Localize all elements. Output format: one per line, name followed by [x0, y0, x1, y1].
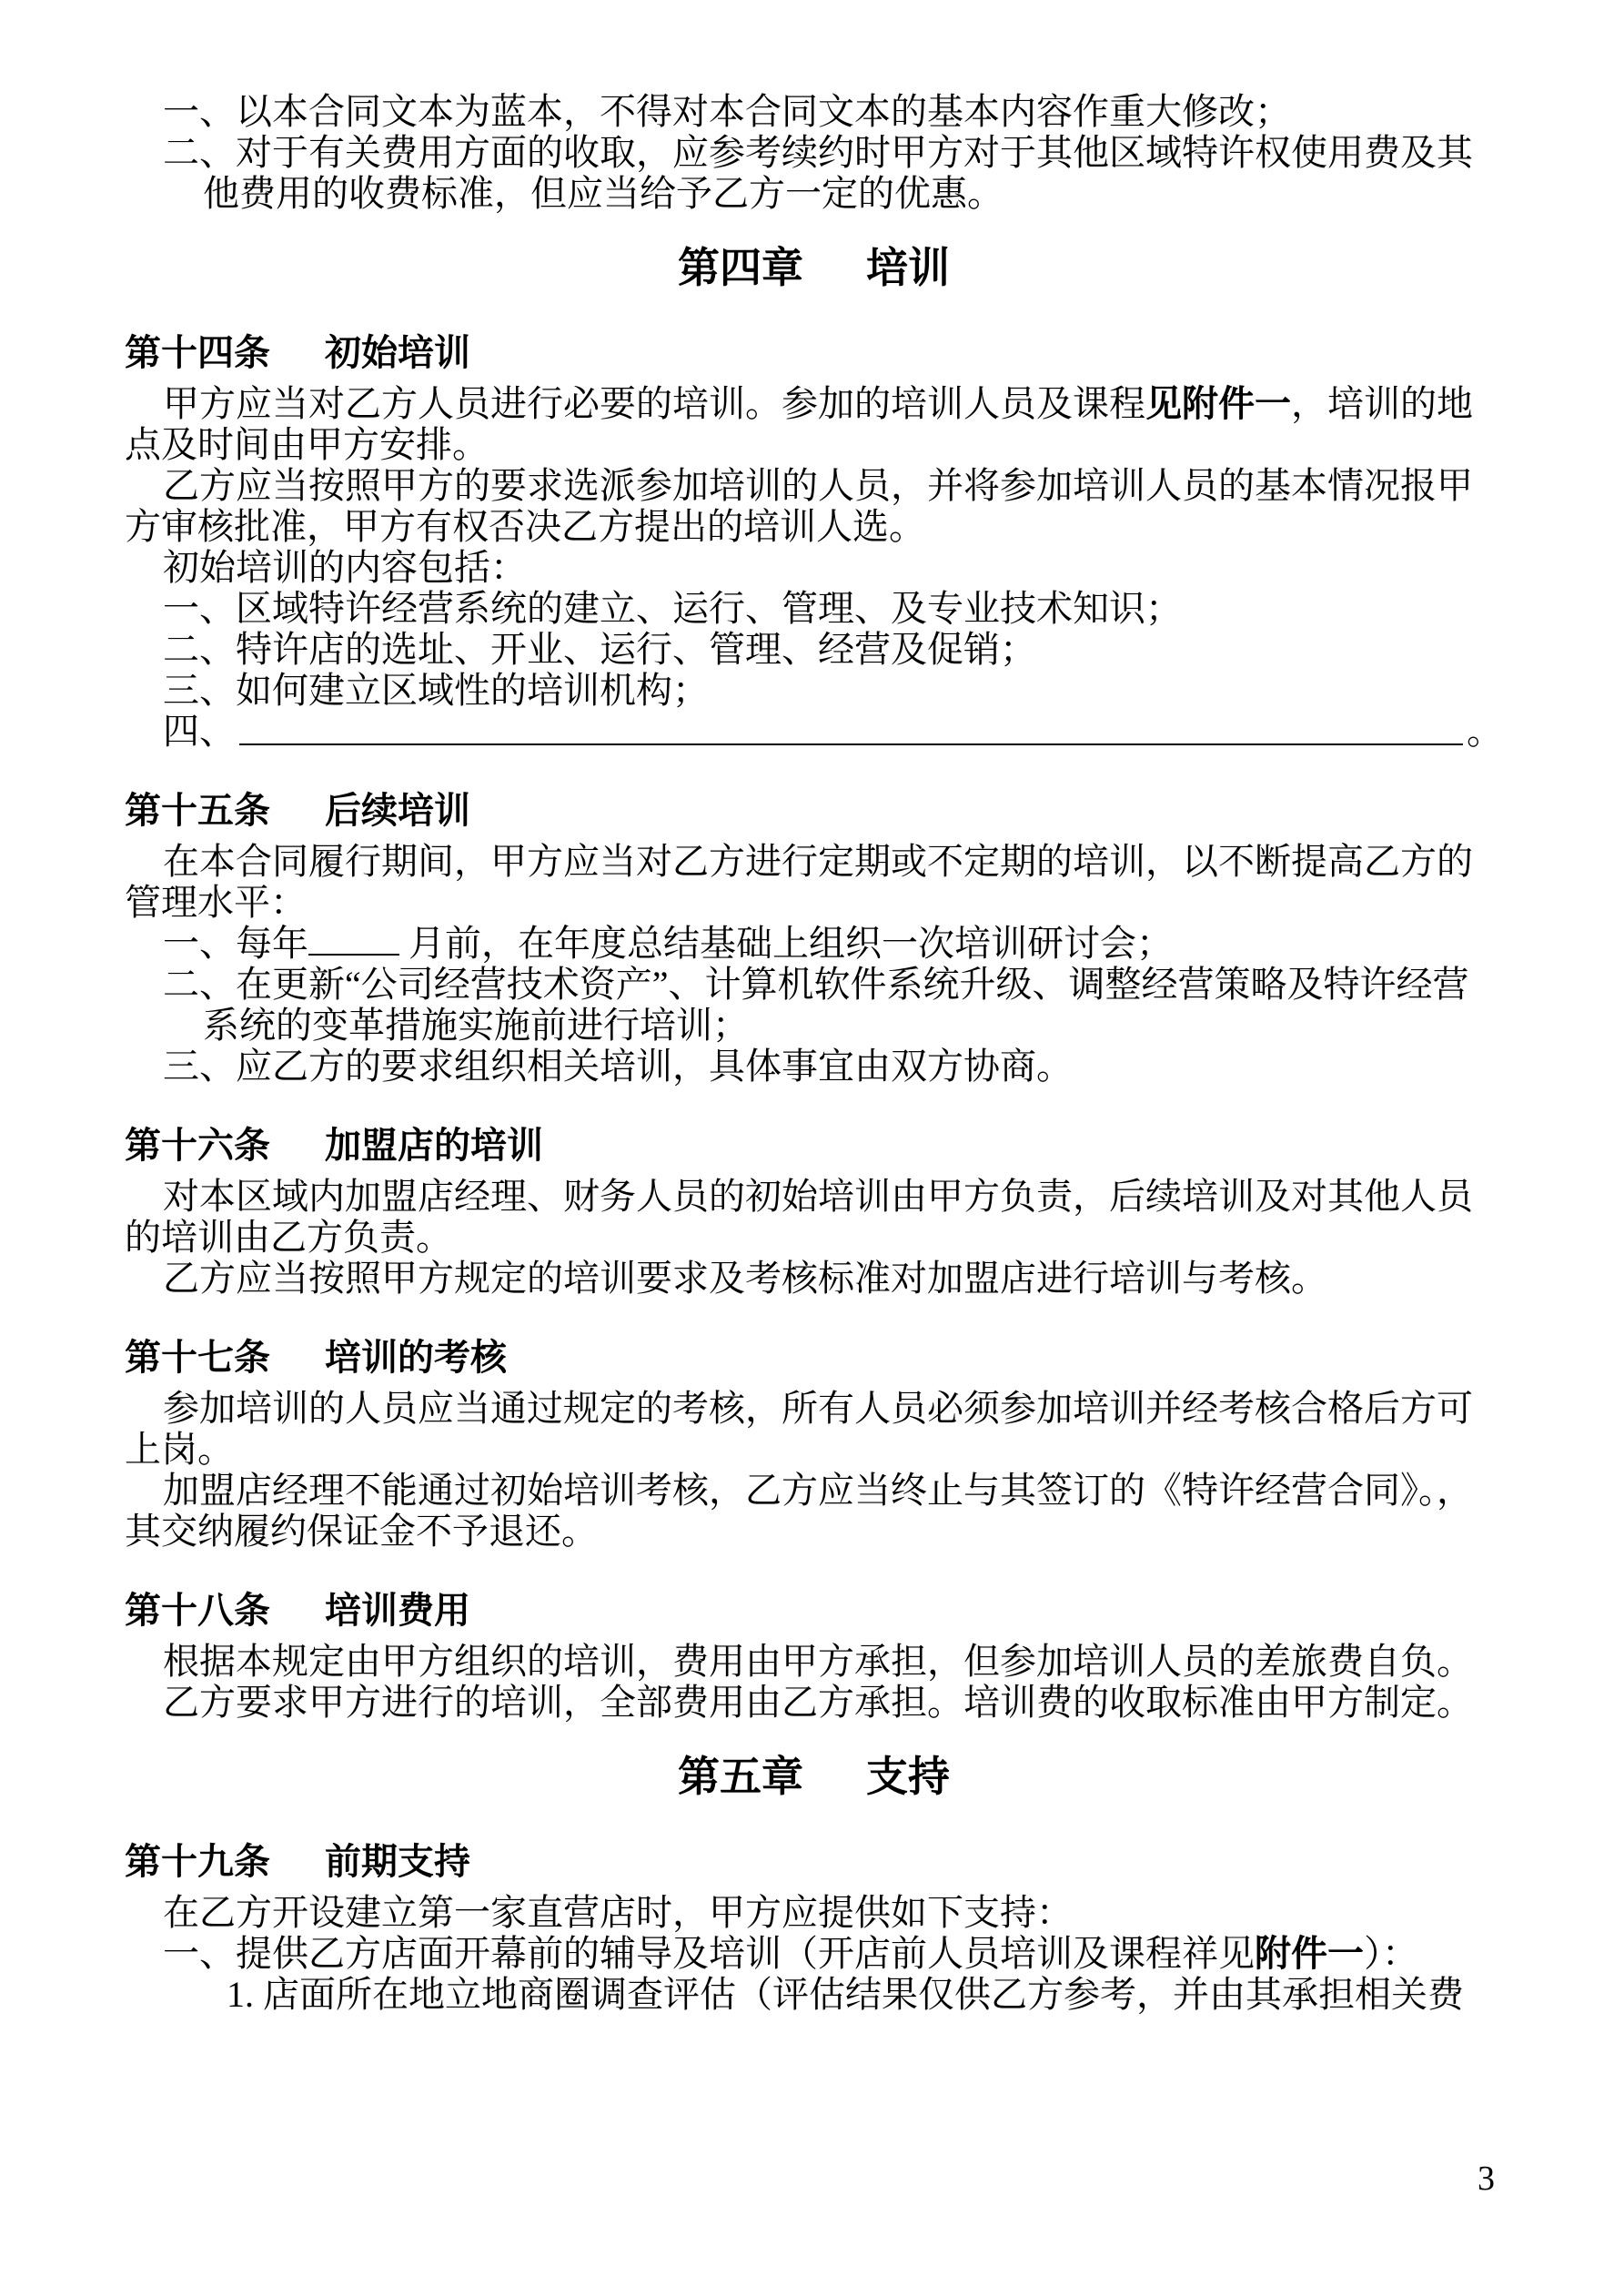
- text-run: 甲方应当对乙方人员进行必要的培训。参加的培训人员及课程: [163, 383, 1145, 424]
- text-run: 月前，在年度总结基础上组织一次培训研讨会；: [399, 923, 1173, 964]
- article-19-number: 第十九条: [125, 1842, 270, 1882]
- article-18-title: 培训费用: [325, 1591, 470, 1631]
- article-17-paragraph-1: 参加培训的人员应当通过规定的考核，所有人员必须参加培训并经考核合格后方可上岗。: [125, 1388, 1473, 1470]
- text-run: 一、每年: [163, 923, 308, 964]
- preamble-item-2: 二、对于有关费用方面的收取，应参考续约时甲方对于其他区域特许权使用费及其他费用的收费标准，但应当给予乙方一定的优惠。: [163, 132, 1473, 214]
- article-14-item-2: 二、特许店的选址、开业、运行、管理、经营及促销；: [163, 629, 1036, 670]
- article-16-title: 加盟店的培训: [325, 1126, 543, 1166]
- article-15-title: 后续培训: [325, 791, 470, 831]
- article-17-heading: [125, 1335, 1503, 1381]
- article-15-item-2: 二、在更新“公司经营技术资产”、计算机软件系统升级、调整经营策略及特许经营系统的变革措施实施前进行培训；: [163, 964, 1469, 1046]
- article-14-number: 第十四条: [125, 333, 270, 373]
- article-18-paragraph-1: 根据本规定由甲方组织的培训，费用由甲方承担，但参加培训人员的差旅费自负。: [163, 1641, 1473, 1682]
- article-19-heading: [125, 1839, 1503, 1885]
- article-18-heading: [125, 1588, 1503, 1633]
- article-14-paragraph-1: [125, 383, 1503, 465]
- article-14-paragraph-3: 初始培训的内容包括：: [163, 547, 527, 588]
- article-19-paragraph-1: 在乙方开设建立第一家直营店时，甲方应提供如下支持：: [163, 1892, 1073, 1933]
- preamble-item-1: 一、以本合同文本为蓝本，不得对本合同文本的基本内容作重大修改；: [163, 91, 1291, 132]
- article-19-subitem-1: 1. 店面所在地立地商圈调查评估（评估结果仅供乙方参考，并由其承担相关费: [227, 1974, 1464, 2015]
- article-15-item-1: [125, 923, 1503, 964]
- article-14-item-3: 三、如何建立区域性的培训机构；: [163, 670, 709, 711]
- article-14-heading: [125, 330, 1503, 376]
- article-19-title: 前期支持: [325, 1842, 470, 1882]
- text-run: 一、提供乙方店面开幕前的辅导及培训（开店前人员培训及课程祥见: [163, 1933, 1255, 1974]
- article-19-item-1: [125, 1933, 1503, 1974]
- page-number: 3: [1478, 2159, 1495, 2198]
- article-15-heading: [125, 788, 1503, 834]
- article-14-item-4: [125, 711, 1503, 752]
- chapter-4-title: 培训: [866, 244, 950, 291]
- article-17-paragraph-2: 加盟店经理不能通过初始培训考核，乙方应当终止与其签订的《特许经营合同》。，其交纳履约保证金不予退还。: [125, 1470, 1473, 1552]
- article-15-number: 第十五条: [125, 791, 270, 831]
- chapter-5-heading: [125, 1750, 1503, 1803]
- article-14-title: 初始培训: [325, 333, 470, 373]
- item-label: 四、: [163, 711, 236, 752]
- text-run: 。: [1467, 711, 1503, 752]
- bold-text-run: 见附件一: [1145, 383, 1291, 424]
- chapter-4-heading: [125, 241, 1503, 294]
- bold-text-run: 附件一: [1255, 1933, 1364, 1974]
- article-16-number: 第十六条: [125, 1126, 270, 1166]
- blank-underline: [239, 743, 1463, 745]
- article-15-paragraph-1: 在本合同履行期间，甲方应当对乙方进行定期或不定期的培训，以不断提高乙方的管理水平：: [125, 841, 1473, 923]
- chapter-5-title: 支持: [866, 1753, 950, 1800]
- blank-underline: [308, 954, 399, 956]
- article-15-item-3: 三、应乙方的要求组织相关培训，具体事宜由双方协商。: [163, 1046, 1073, 1087]
- chapter-5-number: 第五章: [678, 1753, 803, 1800]
- article-18-paragraph-2: 乙方要求甲方进行的培训，全部费用由乙方承担。培训费的收取标准由甲方制定。: [163, 1682, 1473, 1723]
- article-14-item-1: 一、区域特许经营系统的建立、运行、管理、及专业技术知识；: [163, 588, 1182, 629]
- text-run: ）：: [1364, 1933, 1418, 1974]
- article-17-title: 培训的考核: [325, 1338, 507, 1378]
- article-18-number: 第十八条: [125, 1591, 270, 1631]
- article-14-paragraph-2: 乙方应当按照甲方的要求选派参加培训的人员，并将参加培训人员的基本情况报甲方审核批准，甲方有权否决乙方提出的培训人选。: [125, 465, 1473, 547]
- text-run: ，培训的地点及时间由甲方安排。: [125, 383, 1473, 465]
- article-16-heading: [125, 1123, 1503, 1168]
- article-17-number: 第十七条: [125, 1338, 270, 1378]
- document-body: [125, 91, 1503, 2015]
- article-16-paragraph-2: 乙方应当按照甲方规定的培训要求及考核标准对加盟店进行培训与考核。: [163, 1258, 1327, 1299]
- chapter-4-number: 第四章: [678, 244, 803, 291]
- article-16-paragraph-1: 对本区域内加盟店经理、财务人员的初始培训由甲方负责，后续培训及对其他人员的培训由乙方负责。: [125, 1176, 1473, 1258]
